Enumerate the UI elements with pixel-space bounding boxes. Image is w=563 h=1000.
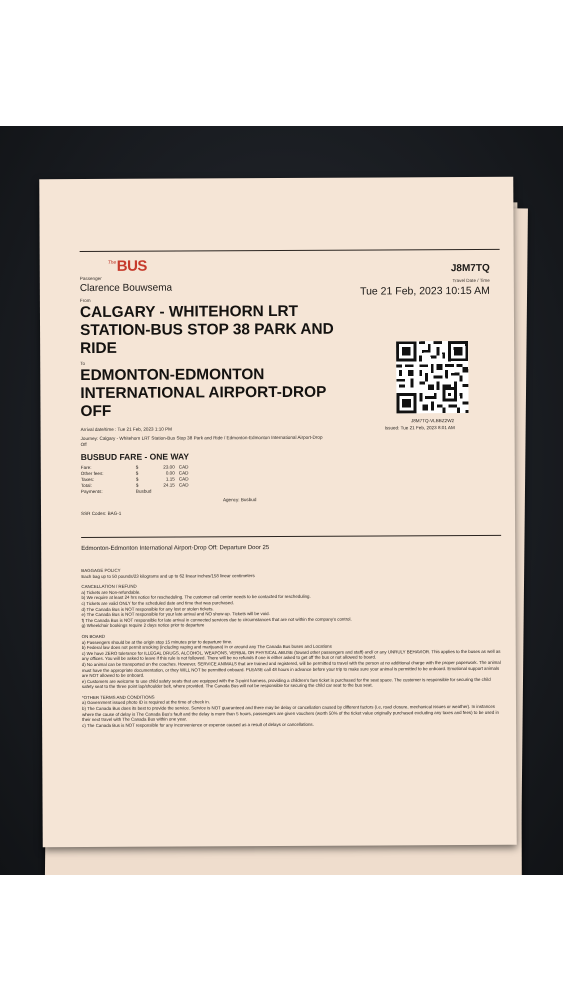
cancellation-item: f) The Canada Bus is NOT responsible for late arrival in connected services due to circumstances that are not within the company's control. [81,616,352,623]
cancellation-title: CANCELLATION / REFUND [81,583,137,590]
other-terms-item: c) The Canada Bus is NOT responsible for any inconvenience or expense caused as a result of delays or cancellations. [82,721,314,728]
terms-section [81,566,502,729]
cancellation-item: b) We require at least 24 hrs notice for rescheduling. The customer call center needs to be contacted for rescheduling. [81,594,311,601]
onboard-item: d) No animal can be transported on the coaches. However, SERVICE ANIMALS that are trained and registered, will be permitted to travel with the person at no additional charge with the proper paperwork. The animal must have the appropriate documentation, or they WILL NOT be permitted onboard. PLEASE call 48 hours in advance before your trip to make sure your animal is permitted to be onboard. Emotional support animals are NOT allowed to be onboard. [81,659,501,679]
other-terms-title: *OTHER TERMS AND CONDITIONS [81,694,155,700]
from-label: From [79,297,91,304]
fare-row: Fare: $ 23.00 CAD [80,464,189,471]
travel-datetime: Tue 21 Feb, 2023 10:15 AM [360,284,490,298]
fare-row-total: Total: $ 24.15 CAD [80,482,189,489]
baggage-text: Each bag up to 50 pounds/23 kilograms and up to 62 linear inches/158 linear centimeters [81,572,255,579]
cancellation-item: e) The Canada Bus is NOT responsible for your late arrival and NO show-up. Tickets will be void. [81,611,270,618]
cancellation-item: a) Tickets are Non-refundable. [81,589,141,595]
onboard-item: e) Customers are welcome to use child safety seats that are equipped with the 3-point harness, providing a children's fare ticket is purchased for the seat space. The customer is responsible for securing the child safety seat to the three point lap/shoulder belt, where provided. The Canada Bus will not be responsible for securing the child car seat to the bus seat. [81,676,491,690]
ticket-qr-code [396,341,468,413]
other-terms-item: b) The Canada Bus does its best to provide the service. Service is NOT guaranteed and there may be delay or cancellation caused by different factors (i.e, road closure, mechanical issues or weather). In instances where the cause of delay is The Canada Bus's fault and the delay is more than 5 hours, passengers are given vouchers (worth 50% of the ticket value originally purchased excluding any taxes and fees) to be used in their next travel with The Canada Bus within one year. [82,703,499,723]
departure-door: Edmonton-Edmonton International Airport-Drop Off: Departure Door 25 [81,545,270,553]
fare-row: Taxes: $ 1.15 CAD [80,476,189,483]
ssr-codes: SSR Codes: BAG-1 [80,510,122,517]
agency-line: Agency: Busbud [222,497,257,503]
onboard-title: ON BOARD [81,633,106,639]
passenger-label: Passenger [79,275,102,282]
to-label: To [80,361,86,367]
payments-row: Payments: Busbud [80,488,152,495]
qr-code-id: J8M7TQ-VLBBZ2W2 [410,418,455,424]
baggage-title: BAGGAGE POLICY [81,567,121,574]
onboard-item: b) Federal law does not permit smoking (including vaping and marijuana) in or around any The Canada Bus buses and Locations [81,643,332,651]
middle-rule [81,535,501,538]
top-rule [80,249,500,252]
arrival-datetime: Arrival date/time : Tue 21 Feb, 2023 1:10 PM [80,426,172,433]
cancellation-item: d) The Canada Bus is NOT responsible for any lost or stolen tickets. [81,605,214,612]
fare-row: Other fees: $ 0.00 CAD [80,470,189,477]
bus-ticket-page [39,177,516,847]
the-bus-logo: The BUS [107,257,147,275]
booking-code: J8M7TQ [450,262,490,275]
onboard-item: a) Passengers should be at the origin stop 15 minutes prior to departure time. [81,638,233,645]
fare-heading: BUSBUD FARE - ONE WAY [80,451,190,463]
travel-date-label: Travel Date / Time [452,277,490,284]
passenger-name: Clarence Bouwsema [79,282,173,295]
journey-line-cont: Off [80,442,87,448]
cancellation-item: c) Tickets are valid ONLY for the scheduled date and time that was purchased. [81,600,234,606]
destination-stop: EDMONTON-EDMONTON INTERNATIONAL AIRPORT-DROP OFF [80,366,327,421]
origin-stop: CALGARY - WHITEHORN LRT STATION-BUS STOP 38 PARK AND RIDE [79,302,334,358]
onboard-item: c) We have ZERO tolerance for ILLEGAL DRUGS, ALCOHOL, WEAPONS, VERBAL OR PHYSICAL ABUSE (toward other passengers and staff) and/ or any UNRULY BEHAVIOR. This applies to the buses as well as any offices. You will be asked to leave if this rule is not followed. There will be no refunds if one is either asked to get off the bus or not allowed to board. [81,648,501,662]
issued-datetime: Issued: Tue 21 Feb, 2023 8:01 AM [384,425,455,431]
cancellation-item: g) Wheelchair bookings require 2 days notice prior to departure [81,622,205,629]
journey-line: Journey: Calgary - Whitehorn LRT Station-Bus Stop 38 Park and Ride / Edmonton-Edmonton International Airport-Drop [80,434,323,442]
other-terms-item: a) Government issued photo ID is required at the time of check in. [81,699,210,706]
